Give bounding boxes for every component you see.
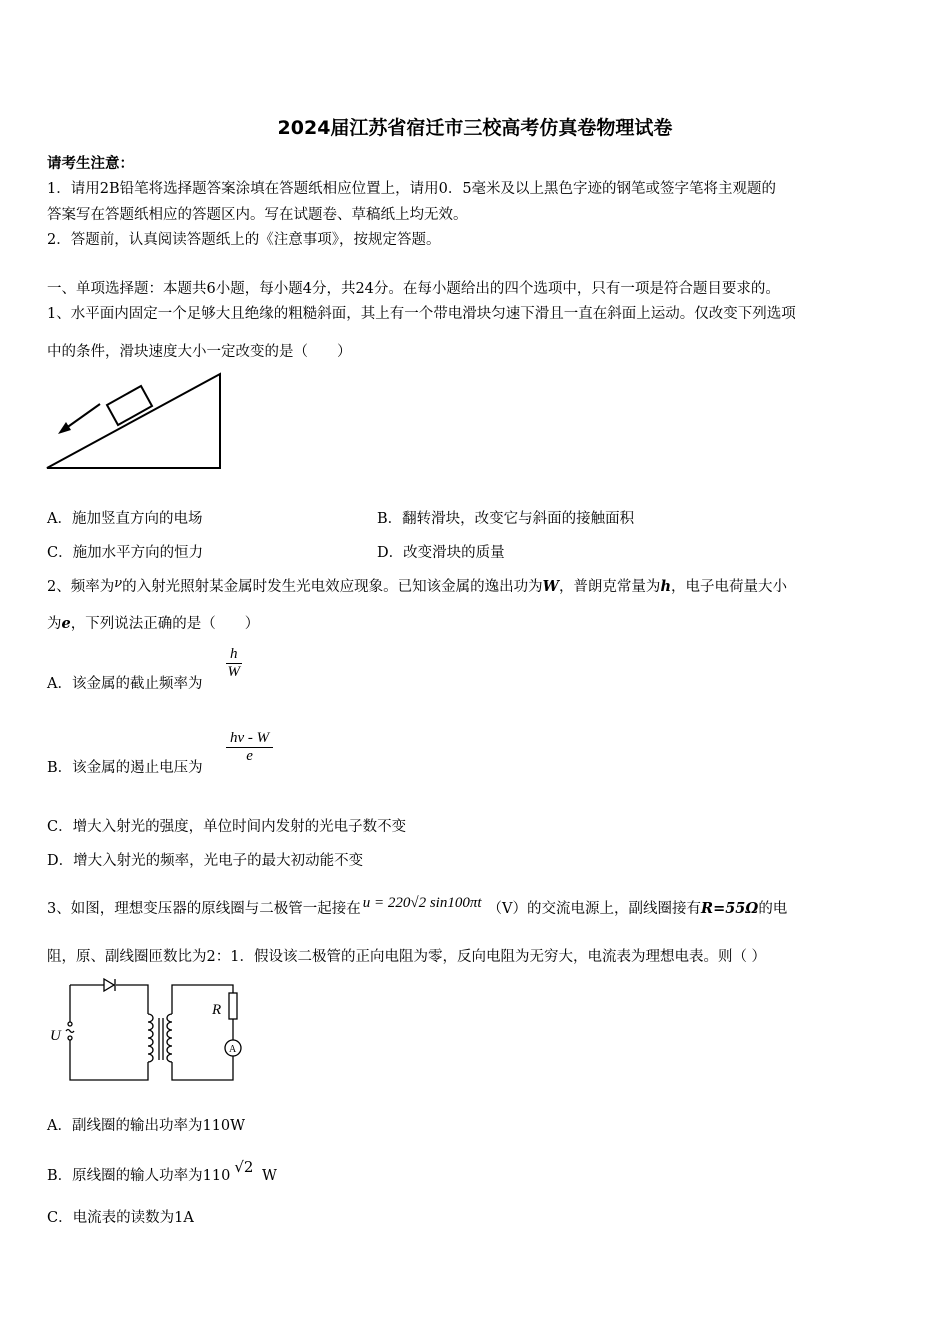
q3-option-c[interactable]: C．电流表的读数为1A bbox=[47, 1210, 194, 1226]
q2-stem-line-2: 为e，下列说法正确的是（ ） bbox=[47, 615, 260, 632]
primary-wire bbox=[116, 985, 148, 1014]
fraction-h-over-w: h W bbox=[227, 646, 240, 680]
label-u: U bbox=[50, 1028, 61, 1044]
resistor-r bbox=[229, 993, 237, 1019]
q2-option-b[interactable]: B．该金属的遏止电压为 bbox=[47, 760, 203, 776]
label-ammeter: A bbox=[229, 1044, 237, 1055]
q3-stem-line-2: 阻，原、副线圈匝数比为2：1．假设该二极管的正向电阻为零，反向电阻为无穷大，电流表为理想电表。则（ ） bbox=[47, 949, 767, 965]
q3-option-b[interactable]: B．原线圈的输人功率为110 √2 W bbox=[47, 1158, 277, 1184]
label-r: R bbox=[212, 1002, 222, 1018]
primary-wire-bottom bbox=[70, 1040, 148, 1080]
notice-line-1a: 1．请用2B铅笔将选择题答案涂填在答题纸相应位置上，请用0．5毫米及以上黑色字迹的钢笔或签字笔将主观题的 bbox=[47, 181, 777, 197]
notice-line-2: 2．答题前，认真阅读答题纸上的《注意事项》，按规定答题。 bbox=[47, 232, 441, 248]
diode-symbol bbox=[104, 979, 114, 991]
notice-line-1b: 答案写在答题纸相应的答题区内。写在试题卷、草稿纸上均无效。 bbox=[47, 207, 468, 223]
source-terminal-top bbox=[68, 1022, 72, 1026]
q1-stem-line-2: 中的条件，滑块速度大小一定改变的是（ ） bbox=[47, 344, 352, 360]
q1-stem-line-1: 1、水平面内固定一个足够大且绝缘的粗糙斜面，其上有一个带电滑块匀速下滑且一直在斜面上运动。仅改变下列选项 bbox=[47, 306, 796, 322]
q2-option-c[interactable]: C．增大入射光的强度，单位时间内发射的光电子数不变 bbox=[47, 819, 407, 835]
section-heading: 一、单项选择题：本题共6小题，每小题4分，共24分。在每小题给出的四个选项中，只有一项是符合题目要求的。 bbox=[47, 281, 780, 297]
q1-option-c[interactable]: C．施加水平方向的恒力 bbox=[47, 545, 204, 561]
q3-option-a[interactable]: A．副线圈的输出功率为110W bbox=[47, 1118, 246, 1134]
q2-stem-line-1: 2、频率为ν的入射光照射某金属时发生光电效应现象。已知该金属的逸出功为W，普朗克常量为h，电子电荷量大小 bbox=[47, 576, 787, 595]
q1-option-b[interactable]: B．翻转滑块，改变它与斜面的接触面积 bbox=[377, 511, 635, 527]
notice-heading: 请考生注意： bbox=[47, 155, 134, 172]
primary-coil bbox=[148, 1014, 153, 1062]
ac-symbol bbox=[66, 1030, 74, 1033]
page-title: 2024届江苏省宿迁市三校高考仿真卷物理试卷 bbox=[277, 117, 673, 139]
secondary-coil bbox=[167, 1014, 172, 1062]
q1-option-a[interactable]: A．施加竖直方向的电场 bbox=[47, 511, 203, 527]
secondary-wire bbox=[172, 985, 233, 1014]
q3-stem-line-1: 3、如图，理想变压器的原线圈与二极管一起接在 u = 220√2 sin100πt （V）的交流电源上，副线圈接有R=55Ω的电 bbox=[47, 895, 788, 917]
q1-option-d[interactable]: D．改变滑块的质量 bbox=[377, 545, 505, 561]
q2-option-a[interactable]: A．该金属的截止频率为 bbox=[47, 676, 203, 692]
secondary-wire-bottom bbox=[172, 1056, 233, 1080]
source-terminal-bottom bbox=[68, 1036, 72, 1040]
q2-option-d[interactable]: D．增大入射光的频率，光电子的最大初动能不变 bbox=[47, 853, 364, 869]
voltage-formula: u = 220√2 sin100πt bbox=[362, 895, 482, 911]
fraction-stopping-voltage: hν - W e bbox=[226, 730, 273, 765]
